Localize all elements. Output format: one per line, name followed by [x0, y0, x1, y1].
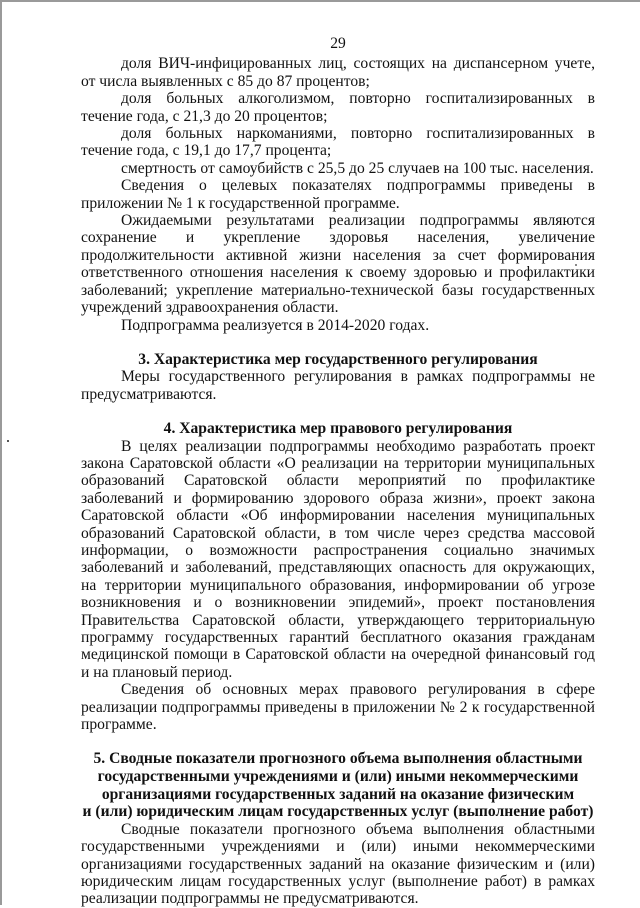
- targets-reference: Сведения о целевых показателях подпрограммы приведены в приложении № 1 к государственной программе.: [81, 177, 595, 212]
- section-5-heading-line: 5. Сводные показатели прогнозного объема выполнения областными: [93, 750, 583, 768]
- section-5-heading-line: организациями государственных заданий на оказание физическим: [101, 785, 575, 803]
- indicator-drugs: доля больных наркоманиями, повторно госпитализированных в течение года, с 19,1 до 17,7 процента;: [81, 125, 595, 160]
- section-3-heading: 3. Характеристика мер государственного регулирования: [138, 350, 538, 368]
- section-5-heading-line: и (или) юридическим лицам государственных услуг (выполнение работ): [82, 803, 594, 821]
- section-4-text: В целях реализации подпрограммы необходимо разработать проект закона Саратовской области «О реализации на территории муниципальных образований Саратовской области мероприятий по профилактике заболеваний и формированию здорового образа жизни», проект закона Саратовской области «Об информировании населения муниципальных образований Саратовской области, в том числе через средства массовой информации, о возможности распространения социально значимых заболеваний и заболеваний, представляющих опасность для окружающих, на территории муниципального образования, информировании об угрозе возникновения и о возникновении эпидемий», проект постановления Правительства Саратовской области, утверждающего территориальную программу государственных гарантий бесплатного оказания гражданам медицинской помощи в Саратовской области на очередной финансовый год и на плановый период.: [81, 437, 595, 681]
- section-4-heading: 4. Характеристика мер правового регулирования: [163, 420, 513, 438]
- section-4-appendix-ref: Сведения об основных мерах правового регулирования в сфере реализации подпрограммы приведены в приложении № 2 к государственной программе.: [81, 681, 595, 734]
- indicator-suicide: смертность от самоубийств с 25,5 до 25 случаев на 100 тыс. населения.: [121, 159, 594, 177]
- scan-speck: [7, 440, 9, 442]
- indicator-alcohol: доля больных алкоголизмом, повторно госпитализированных в течение года, с 21,3 до 20 процентов;: [81, 90, 595, 125]
- page-number: 29: [330, 35, 346, 52]
- indicator-hiv: доля ВИЧ-инфицированных лиц, состоящих на диспансерном учете, от числа выявленных с 85 до 87 процентов;: [81, 55, 595, 90]
- section-3-text: Меры государственного регулирования в рамках подпрограммы не предусматриваются.: [81, 368, 595, 403]
- section-5-heading-line: государственными учреждениями и (или) иными некоммерческими: [97, 768, 579, 786]
- section-5-text: Сводные показатели прогнозного объема выполнения областными государственными учреждениями и (или) иными некоммерческими организациями государственных заданий на оказание физическим и (или) юридическим лицам государственных услуг (выполнение работ) в рамках реализации подпрограммы не предусматриваются.: [81, 820, 595, 908]
- implementation-period: Подпрограмма реализуется в 2014-2020 годах.: [121, 316, 430, 334]
- section-5-heading: [81, 750, 595, 820]
- document-page: [81, 35, 595, 908]
- expected-results: Ожидаемыми результатами реализации подпрограммы являются сохранение и укрепление здоровья населения, увеличение продолжительности активной жизни населения за счет формирования ответственного отношения населения к своему здоровью и профилактики заболеваний; укрепление материально-технической базы государственных учреждений здравоохранения области.: [81, 212, 595, 317]
